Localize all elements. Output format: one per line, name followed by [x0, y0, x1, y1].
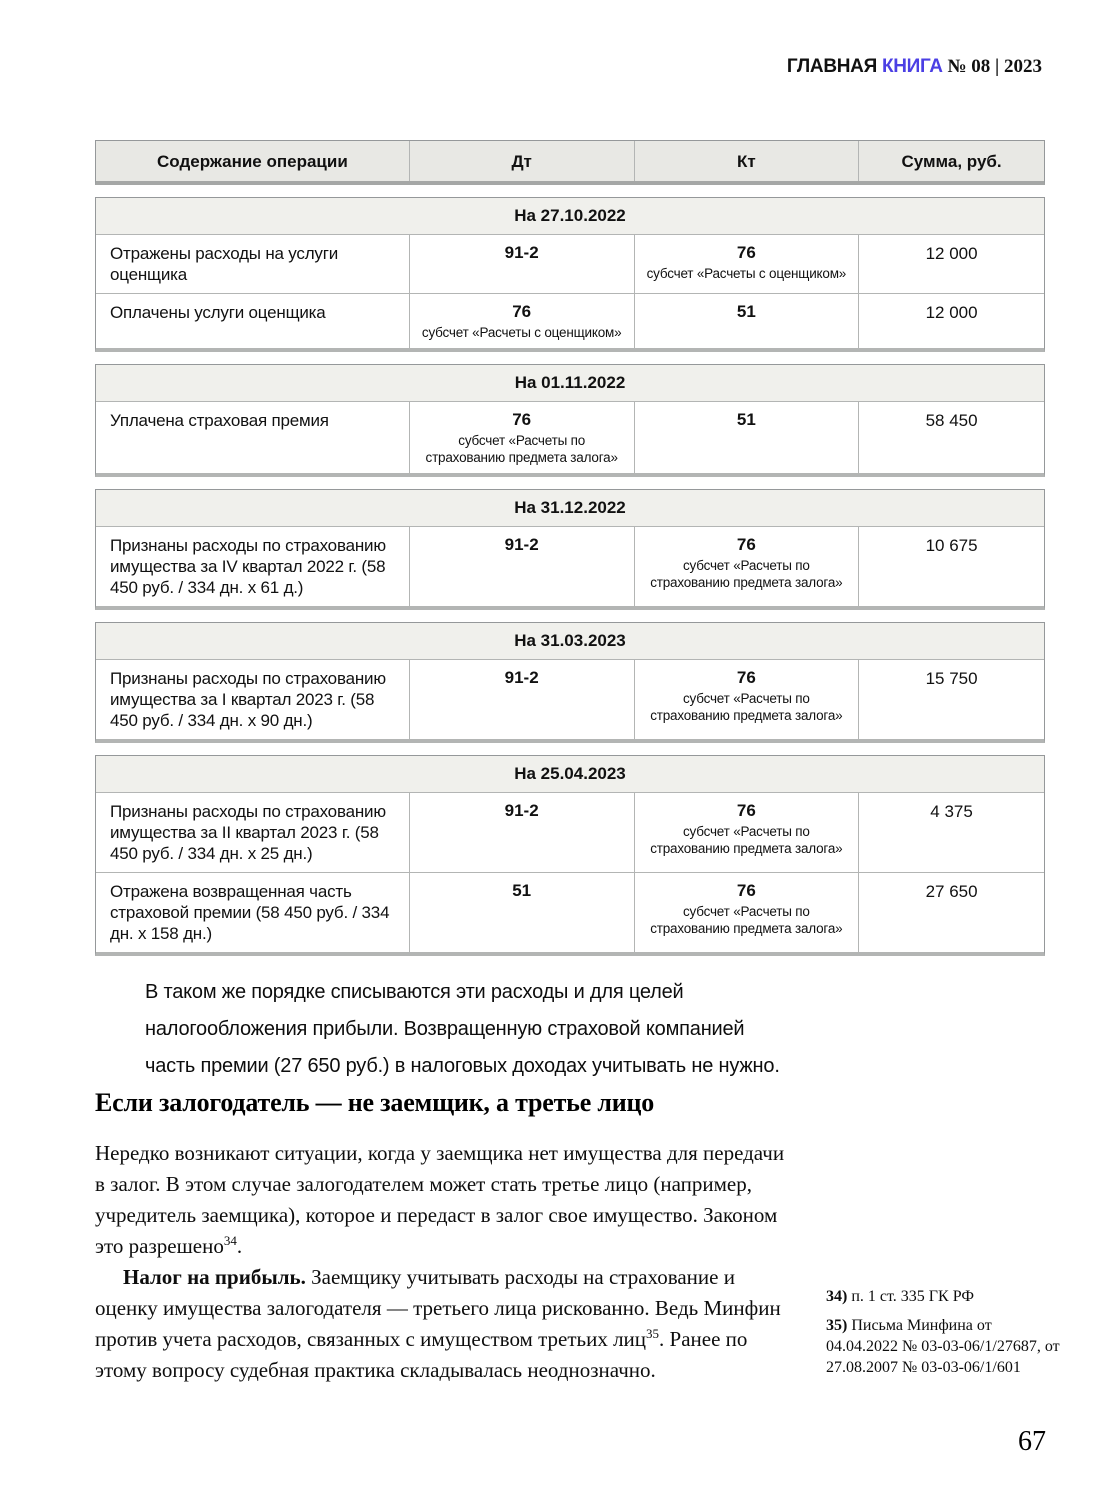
credit-cell — [634, 793, 859, 872]
credit-account: 76 — [736, 881, 756, 900]
credit-subaccount: субсчет «Расчеты по страхованию предмета залога» — [650, 904, 843, 936]
credit-subaccount: субсчет «Расчеты по страхованию предмета залога» — [650, 824, 843, 856]
footnotes — [826, 1286, 1060, 1386]
credit-account: 51 — [736, 410, 756, 429]
footnote-35-number: 35) — [826, 1317, 848, 1334]
debit-account: 51 — [512, 881, 532, 900]
debit-cell — [409, 235, 634, 293]
debit-account: 91-2 — [504, 243, 539, 262]
amount: 10 675 — [858, 527, 1044, 606]
date-section — [95, 364, 1045, 477]
section-date: На 01.11.2022 — [96, 365, 1044, 402]
date-section — [95, 622, 1045, 743]
footnote-ref-35: 35 — [646, 1326, 660, 1341]
credit-subaccount: субсчет «Расчеты по страхованию предмета залога» — [650, 558, 843, 590]
amount: 12 000 — [858, 235, 1044, 293]
table-row — [96, 527, 1044, 606]
paragraph-1-text: Нередко возникают ситуации, когда у заемщика нет имущества для передачи в залог. В этом случае залогодателем может стать третье лицо (например, учредитель заемщика), которое и передаст в залог свое имущество. Законом это разрешено — [95, 1141, 785, 1258]
footnote-34 — [826, 1286, 1060, 1307]
issue-number: № 08 | 2023 — [942, 56, 1042, 77]
table-row — [96, 293, 1044, 348]
article-body — [95, 1138, 787, 1386]
amount: 15 750 — [858, 660, 1044, 739]
table-row — [96, 660, 1044, 739]
debit-account: 91-2 — [504, 801, 539, 820]
footnote-35-text: Письма Минфина от 04.04.2022 № 03-03-06/1/27687, от 27.08.2007 № 03-03-06/1/601 — [826, 1317, 1060, 1376]
column-header-sum: Сумма, руб. — [858, 141, 1044, 181]
paragraph-1 — [95, 1138, 787, 1262]
debit-cell — [409, 660, 634, 739]
operation-label: Признаны расходы по страхованию имущества за IV квартал 2022 г. (58 450 руб. / 334 дн. х 61 д.) — [110, 536, 386, 597]
operation-label: Оплачены услуги оценщика — [110, 303, 326, 322]
debit-subaccount: субсчет «Расчеты с оценщиком» — [421, 325, 622, 340]
credit-account: 76 — [736, 535, 756, 554]
section-heading: Если залогодатель — не заемщик, а третье лицо — [95, 1088, 655, 1117]
debit-cell — [409, 873, 634, 952]
paragraph-2 — [95, 1262, 787, 1386]
section-date: На 31.03.2023 — [96, 623, 1044, 660]
footnote-35 — [826, 1315, 1060, 1378]
date-section — [95, 489, 1045, 610]
debit-subaccount: субсчет «Расчеты по страхованию предмета залога» — [425, 433, 618, 465]
table-row — [96, 872, 1044, 952]
debit-account: 91-2 — [504, 668, 539, 687]
brand-name-accent: КНИГА — [881, 56, 943, 77]
credit-subaccount: субсчет «Расчеты с оценщиком» — [646, 266, 847, 281]
paragraph-2-tail: . Ранее по этому вопросу судебная практика складывалась неоднозначно. — [95, 1327, 748, 1382]
debit-cell — [409, 793, 634, 872]
debit-cell — [409, 527, 634, 606]
accounting-tables — [95, 140, 1045, 968]
date-section — [95, 197, 1045, 352]
credit-cell — [634, 873, 859, 952]
paragraph-2-lead: Налог на прибыль. — [123, 1265, 306, 1289]
operation-label: Признаны расходы по страхованию имущества за II квартал 2023 г. (58 450 руб. / 334 дн. х 25 дн.) — [110, 802, 386, 863]
credit-account: 76 — [736, 668, 756, 687]
date-section — [95, 755, 1045, 956]
section-date: На 27.10.2022 — [96, 198, 1044, 235]
operation-label: Признаны расходы по страхованию имущества за I квартал 2023 г. (58 450 руб. / 334 дн. х 90 дн.) — [110, 669, 386, 730]
credit-account: 51 — [736, 302, 756, 321]
paragraph-2-text: Заемщику учитывать расходы на страхование и оценку имущества залогодателя — третьего лица рискованно. Ведь Минфин против учета расходов, связанных с имуществом третьих лиц — [95, 1265, 781, 1351]
credit-account: 76 — [736, 243, 756, 262]
section-body — [96, 402, 1044, 473]
section-body — [96, 660, 1044, 739]
credit-cell — [634, 660, 859, 739]
section-body — [96, 527, 1044, 606]
amount: 58 450 — [858, 402, 1044, 473]
amount: 12 000 — [858, 294, 1044, 348]
amount: 27 650 — [858, 873, 1044, 952]
debit-cell — [409, 402, 634, 473]
footnote-ref-34: 34 — [223, 1233, 237, 1248]
tax-note: В таком же порядке списываются эти расходы и для целей налогообложения прибыли. Возвращенную страховой компанией часть премии (27 650 руб.) в налоговых доходах учитывать не нужно. — [145, 981, 780, 1077]
table-row — [96, 793, 1044, 872]
credit-cell — [634, 527, 859, 606]
debit-cell — [409, 294, 634, 348]
section-date: На 31.12.2022 — [96, 490, 1044, 527]
operation-label: Отражена возвращенная часть страховой премии (58 450 руб. / 334 дн. х 158 дн.) — [110, 882, 390, 943]
table-row — [96, 402, 1044, 473]
paragraph-1-tail: . — [236, 1234, 243, 1258]
footnote-34-number: 34) — [826, 1288, 848, 1305]
table-column-header — [95, 140, 1045, 185]
credit-cell — [634, 294, 859, 348]
section-body — [96, 793, 1044, 952]
column-header-debit: Дт — [409, 141, 634, 181]
footnote-34-text: п. 1 ст. 335 ГК РФ — [851, 1288, 974, 1305]
section-date: На 25.04.2023 — [96, 756, 1044, 793]
debit-account: 76 — [512, 302, 532, 321]
column-header-operation: Содержание операции — [157, 152, 348, 171]
credit-account: 76 — [736, 801, 756, 820]
credit-cell — [634, 235, 859, 293]
credit-cell — [634, 402, 859, 473]
column-header-credit: Кт — [634, 141, 859, 181]
credit-subaccount: субсчет «Расчеты по страхованию предмета залога» — [650, 691, 843, 723]
page-number: 67 — [1018, 1426, 1046, 1457]
debit-account: 91-2 — [504, 535, 539, 554]
table-row — [96, 235, 1044, 293]
operation-label: Отражены расходы на услуги оценщика — [110, 244, 339, 284]
amount: 4 375 — [858, 793, 1044, 872]
magazine-header — [787, 56, 1042, 78]
operation-label: Уплачена страховая премия — [110, 411, 329, 430]
debit-account: 76 — [512, 410, 532, 429]
brand-name-black: ГЛАВНАЯ — [786, 56, 882, 77]
section-body — [96, 235, 1044, 348]
